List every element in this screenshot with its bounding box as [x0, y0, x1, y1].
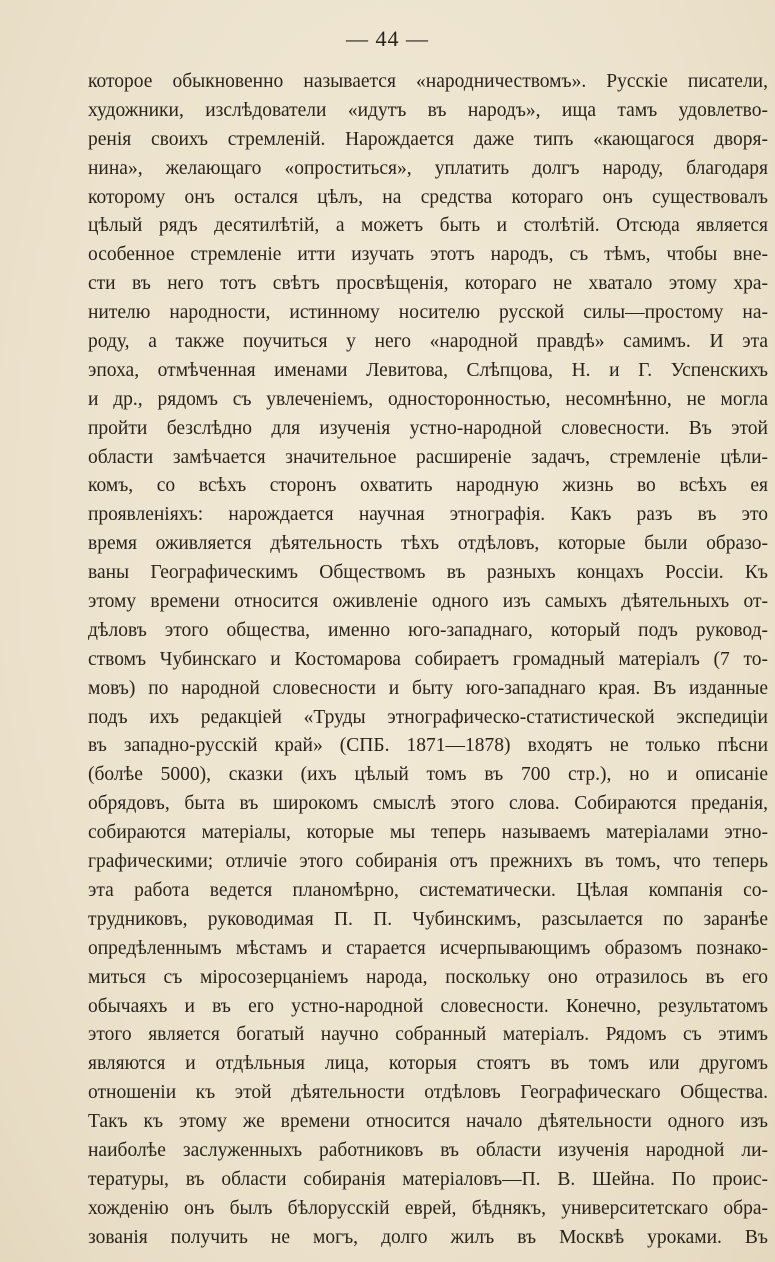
text-line: Такъ къ этому же времени относится начало дѣятельности одного изъ — [88, 1111, 768, 1133]
text-line: нителю народности, истинному носителю русской силы—простому на- — [88, 302, 768, 324]
text-line: роду, а также поучиться у него «народной правдѣ» самимъ. И эта — [88, 331, 768, 353]
text-line: особенное стремленіе итти изучать этотъ народъ, съ тѣмъ, чтобы вне- — [88, 244, 768, 266]
text-line: ствомъ Чубинскаго и Костомарова собираетъ громадный матеріалъ (7 то- — [88, 648, 768, 670]
text-line: дѣловъ этого общества, именно юго-западнаго, который подъ руковод- — [88, 619, 768, 641]
text-line: области замѣчается значительное расширеніе задачъ, стремленіе цѣли- — [88, 446, 768, 468]
text-line: и др., рядомъ съ увлеченіемъ, односторонностью, несомнѣнно, не могла — [88, 388, 768, 410]
text-line: отношеніи къ этой дѣятельности отдѣловъ Географическаго Общества. — [88, 1082, 768, 1104]
text-line: мовъ) по народной словесности и быту юго-западнаго края. Въ изданные — [88, 677, 768, 699]
text-line: время оживляется дѣятельность тѣхъ отдѣловъ, которые были образо- — [88, 533, 768, 555]
text-line: этому времени относится оживленіе одного изъ самыхъ дѣятельныхъ от- — [88, 591, 768, 613]
text-line: (болѣе 5000), сказки (ихъ цѣлый томъ въ 700 стр.), но и описаніе — [88, 764, 768, 786]
text-line: которому онъ остался цѣлъ, на средства котораго онъ существовалъ — [88, 186, 768, 208]
text-line: ваны Географическимъ Обществомъ въ разныхъ концахъ Россіи. Къ — [88, 562, 768, 584]
text-line: проявленіяхъ: нарождается научная этнографія. Какъ разъ въ это — [88, 504, 768, 526]
text-line: сти въ него тотъ свѣтъ просвѣщенія, котораго не хватало этому хра- — [88, 273, 768, 295]
text-line: наиболѣе заслуженныхъ работниковъ въ области изученія народной ли- — [88, 1139, 768, 1161]
text-line: эта работа ведется планомѣрно, систематически. Цѣлая компанія со- — [88, 879, 768, 901]
text-line: эпоха, отмѣченная именами Левитова, Слѣпцова, Н. и Г. Успенскихъ — [88, 359, 768, 381]
body-text — [88, 68, 768, 1253]
text-line: въ западно-русскій край» (СПБ. 1871—1878) входятъ не только пѣсни — [88, 735, 768, 757]
text-line: пройти безслѣдно для изученія устно-народной словесности. Въ этой — [88, 417, 768, 439]
text-line: зованія получить не могъ, долго жилъ въ Москвѣ уроками. Въ — [88, 1226, 768, 1248]
text-line: цѣлый рядъ десятилѣтій, а можетъ быть и столѣтій. Отсюда является — [88, 215, 768, 237]
text-line: нина», желающаго «опроститься», уплатить долгъ народу, благодаря — [88, 157, 768, 179]
text-line: тературы, въ области собиранія матеріаловъ—П. В. Шейна. По проис- — [88, 1168, 768, 1190]
text-line: комъ, со всѣхъ сторонъ охватить народную жизнь во всѣхъ ея — [88, 475, 768, 497]
text-line: являются и отдѣльныя лица, которыя стоятъ въ томъ или другомъ — [88, 1053, 768, 1075]
text-line: обрядовъ, быта въ широкомъ смыслѣ этого слова. Собираются преданія, — [88, 793, 768, 815]
text-line: опредѣленнымъ мѣстамъ и старается исчерпывающимъ образомъ познако- — [88, 937, 768, 959]
text-line: обычаяхъ и въ его устно-народной словесности. Конечно, результатомъ — [88, 995, 768, 1017]
page-number: — 44 — — [346, 26, 429, 51]
text-line: собираются матеріалы, которые мы теперь называемъ матеріалами этно- — [88, 822, 768, 844]
text-line: трудниковъ, руководимая П. П. Чубинскимъ, разсылается по заранѣе — [88, 908, 768, 930]
text-line: хожденію онъ былъ бѣлорусскій еврей, бѣднякъ, университетскаго обра- — [88, 1197, 768, 1219]
text-line: ренія своихъ стремленій. Нарождается даже типъ «кающагося дворя- — [88, 128, 768, 150]
text-line: миться съ міросозерцаніемъ народа, поскольку оно отразилось въ его — [88, 966, 768, 988]
text-line: подъ ихъ редакціей «Труды этнографическо-статистической экспедиціи — [88, 706, 768, 728]
text-line: этого является богатый научно собранный матеріалъ. Рядомъ съ этимъ — [88, 1024, 768, 1046]
text-line: графическими; отличіе этого собиранія отъ прежнихъ въ томъ, что теперь — [88, 851, 768, 873]
text-line: которое обыкновенно называется «народничествомъ». Русскіе писатели, — [88, 71, 768, 92]
text-line: художники, изслѣдователи «идутъ въ народъ», ища тамъ удовлетво- — [88, 99, 768, 121]
